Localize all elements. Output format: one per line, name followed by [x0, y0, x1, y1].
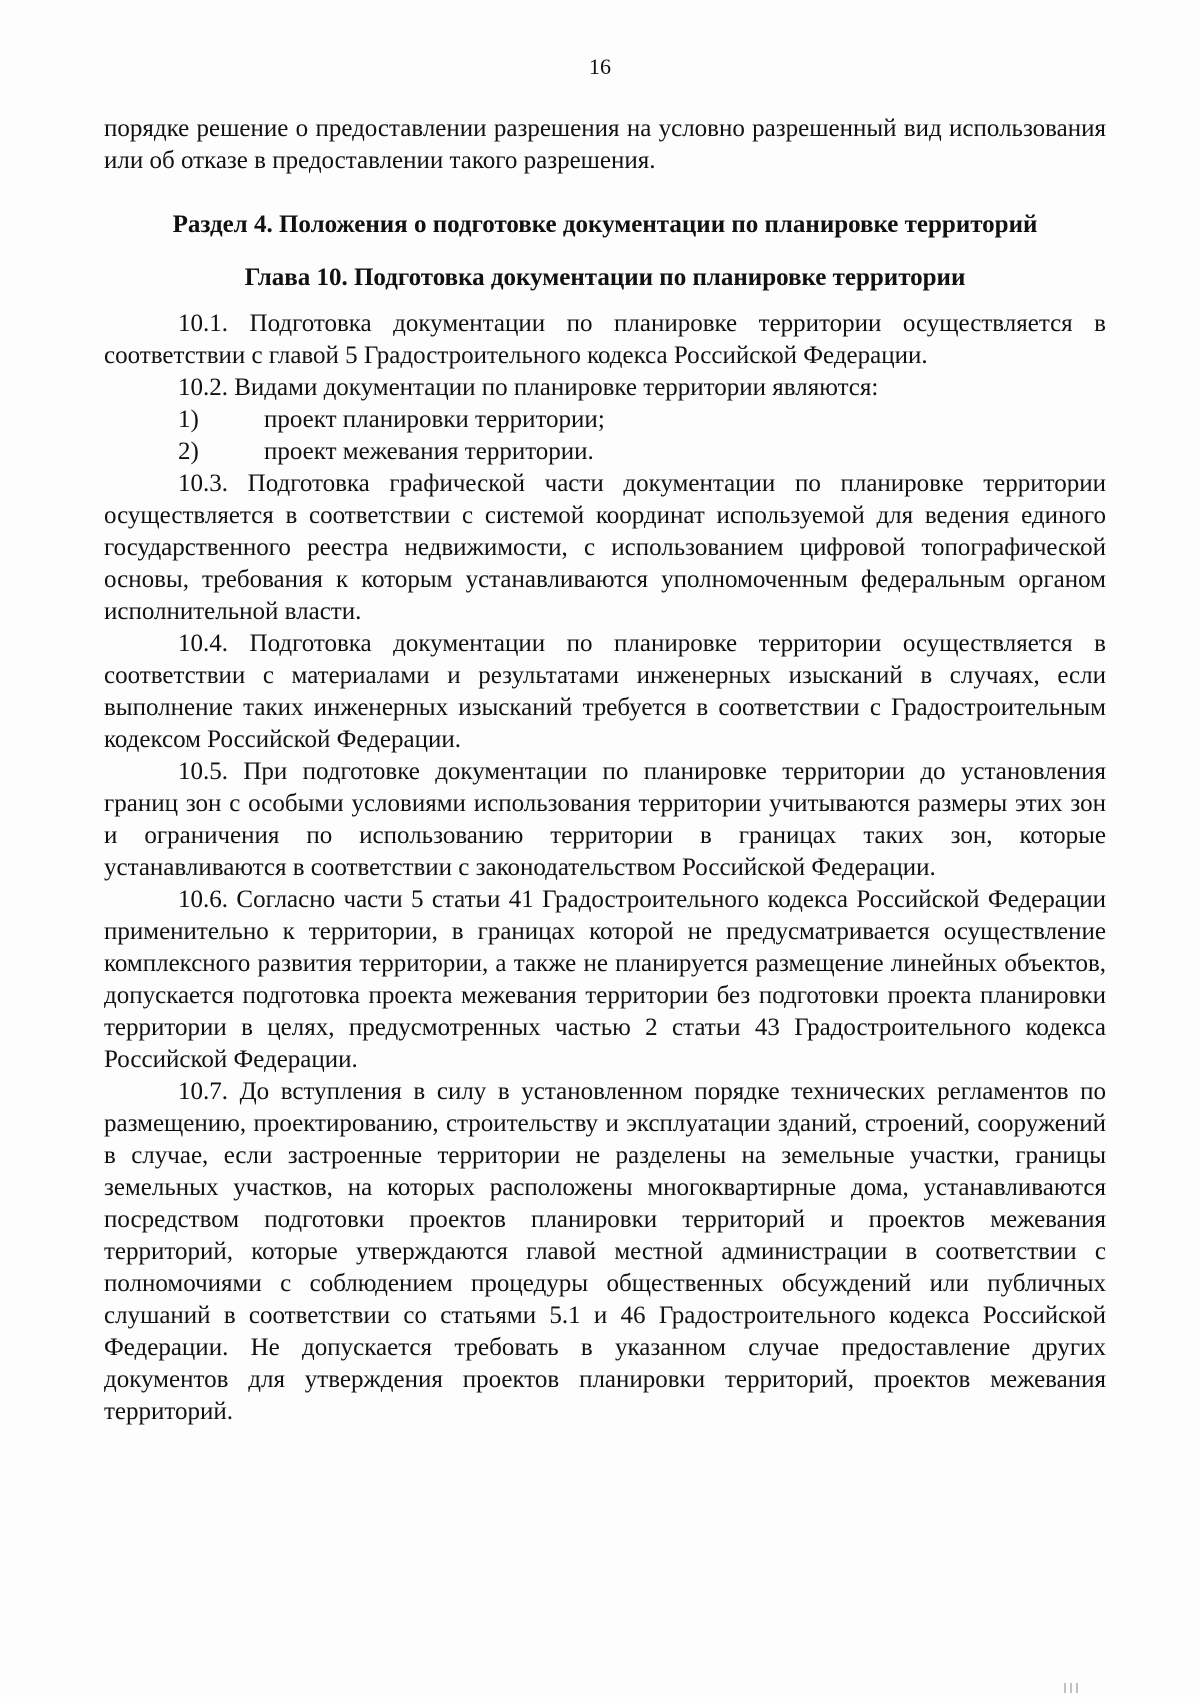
- clause-text: Подготовка документации по планировке территории осуществляется в соответствии с материалами и результатами инженерных изысканий в случаях, если выполнение таких инженерных изысканий требуется в соответствии с Градостроительным кодексом Российской Федерации.: [104, 630, 1106, 753]
- clause-number: 10.1.: [178, 310, 228, 337]
- intro-paragraph: порядке решение о предоставлении разрешения на условно разрешенный вид использования или об отказе в предоставлении такого разрешения.: [104, 115, 1106, 174]
- page-number: 16: [589, 54, 611, 79]
- clause-text: До вступления в силу в установленном порядке технических регламентов по размещению, проектированию, строительству и эксплуатации зданий, строений, сооружений в случае, если застроенные территории не разделены на земельные участки, границы земельных участков, на которых расположены многоквартирные дома, устанавливаются посредством подготовки проектов планировки территорий и проектов межевания территорий, которые утверждаются главой местной администрации в соответствии с полномочиями с соблюдением процедуры общественных обсуждений или публичных слушаний в соответствии со статьями 5.1 и 46 Градостроительного кодекса Российской Федерации. Не допускается требовать в указанном случае предоставление других документов для утверждения проектов планировки территорий, проектов межевания территорий.: [104, 1078, 1106, 1425]
- clause-10-5: [104, 756, 1106, 884]
- list-marker: 1): [178, 406, 199, 433]
- clause-text: Подготовка документации по планировке территории осуществляется в соответствии с главой 5 Градостроительного кодекса Российской Федерации.: [104, 310, 1106, 369]
- clause-10-4: [104, 628, 1106, 756]
- scan-artifact: [1064, 1683, 1104, 1693]
- clause-text: Подготовка графической части документации по планировке территории осуществляется в соответствии с системой координат используемой для ведения единого государственного реестра недвижимости, с использованием цифровой топографической основы, требования к которым устанавливаются уполномоченным федеральным органом исполнительной власти.: [104, 470, 1107, 625]
- doc-type-item: [104, 404, 1106, 436]
- clause-text: При подготовке документации по планировке территории до установления границ зон с особыми условиями использования территории учитываются размеры этих зон и ограничения по использованию территории в границах таких зон, которые устанавливаются в соответствии с законодательством Российской Федерации.: [104, 758, 1106, 881]
- clause-number: 10.5.: [178, 758, 228, 785]
- clause-number: 10.4.: [178, 630, 228, 657]
- clause-number: 10.2.: [178, 374, 228, 401]
- list-item-text: проект межевания территории.: [264, 438, 594, 465]
- doc-type-item: [104, 436, 1106, 468]
- clause-10-7: [104, 1076, 1106, 1428]
- list-marker: 2): [178, 438, 199, 465]
- document-body: [104, 113, 1106, 1428]
- clause-10-6: [104, 884, 1106, 1076]
- list-item-text: проект планировки территории;: [264, 406, 605, 433]
- section-title: Раздел 4. Положения о подготовке документации по планировке территорий: [172, 211, 1038, 238]
- clause-number: 10.6.: [178, 886, 228, 913]
- clause-number: 10.3.: [178, 470, 228, 497]
- clause-number: 10.7.: [178, 1078, 228, 1105]
- clause-text: Видами документации по планировке территории являются:: [234, 374, 879, 401]
- clause-10-2: [104, 372, 1106, 404]
- clause-text: Согласно части 5 статьи 41 Градостроительного кодекса Российской Федерации применительно к территории, в границах которой не предусматривается осуществление комплексного развития территории, а также не планируется размещение линейных объектов, допускается подготовка проекта межевания территории без подготовки проекта планировки территории в целях, предусмотренных частью 2 статьи 43 Градостроительного кодекса Российской Федерации.: [104, 886, 1106, 1073]
- clause-10-1: [104, 308, 1106, 372]
- clause-10-3: [104, 468, 1106, 628]
- chapter-title: Глава 10. Подготовка документации по планировке территории: [244, 264, 966, 291]
